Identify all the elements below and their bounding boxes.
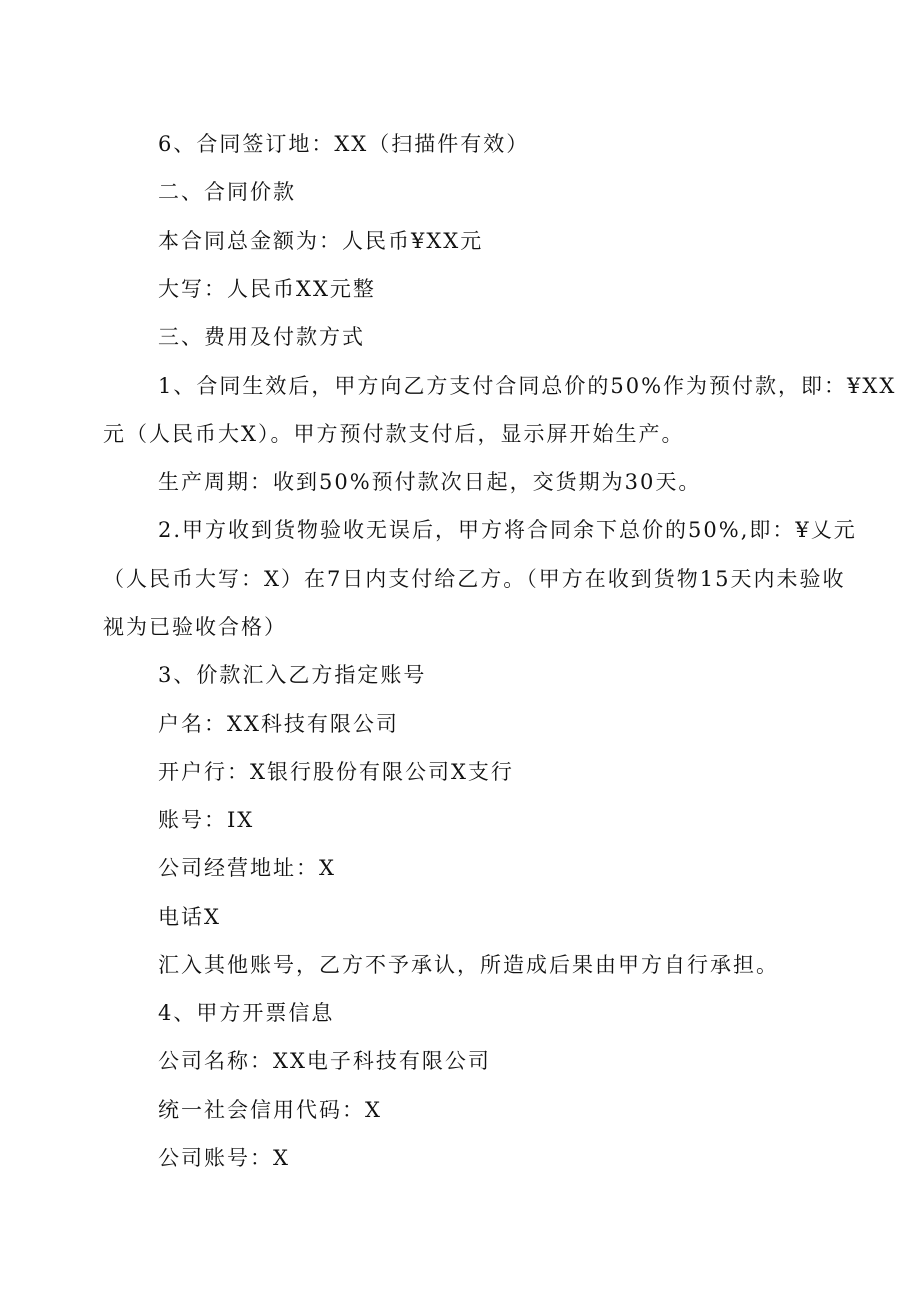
payment-account-heading: 3、价款汇入乙方指定账号 — [158, 663, 427, 687]
production-period-line: 生产周期：收到50%预付款次日起，交货期为30天。 — [158, 470, 702, 494]
section-heading-payment: 三、费用及付款方式 — [158, 325, 365, 349]
section-heading-contract-price: 二、合同价款 — [158, 180, 296, 204]
payment-clause-2-line-3: 视为已验收合格） — [103, 615, 287, 639]
bank-name-line: 开户行：X银行股份有限公司X支行 — [158, 760, 514, 784]
total-amount-line: 本合同总金额为：人民币¥XX元 — [158, 229, 484, 253]
invoice-info-heading: 4、甲方开票信息 — [158, 1001, 335, 1025]
account-name-line: 户名：XX科技有限公司 — [158, 712, 399, 736]
payment-clause-2-line-2: （人民币大写：X）在7日内支付给乙方。（甲方在收到货物15天内未验收 — [103, 567, 846, 591]
payment-clause-1-line-1: 1、合同生效后，甲方向乙方支付合同总价的50%作为预付款，即：¥XX — [158, 374, 897, 398]
payment-clause-1-line-2: 元（人民币大X）。甲方预付款支付后，显示屏开始生产。 — [103, 422, 685, 446]
company-name-line: 公司名称：XX电子科技有限公司 — [158, 1049, 491, 1073]
phone-line: 电话X — [158, 905, 221, 929]
payment-clause-2-line-1: 2.甲方收到货物验收无误后，甲方将合同余下总价的50%,即：¥乂元 — [158, 518, 857, 542]
other-account-notice: 汇入其他账号，乙方不予承认，所造成后果由甲方自行承担。 — [158, 953, 779, 977]
contract-signing-place: 6、合同签订地：XX（扫描件有效） — [158, 132, 530, 156]
amount-in-words-line: 大写：人民币XX元整 — [158, 277, 376, 301]
credit-code-line: 统一社会信用代码：X — [158, 1098, 382, 1122]
account-number-line: 账号：IX — [158, 808, 255, 832]
company-account-line: 公司账号：X — [158, 1146, 290, 1170]
company-address-line: 公司经营地址：X — [158, 856, 336, 880]
